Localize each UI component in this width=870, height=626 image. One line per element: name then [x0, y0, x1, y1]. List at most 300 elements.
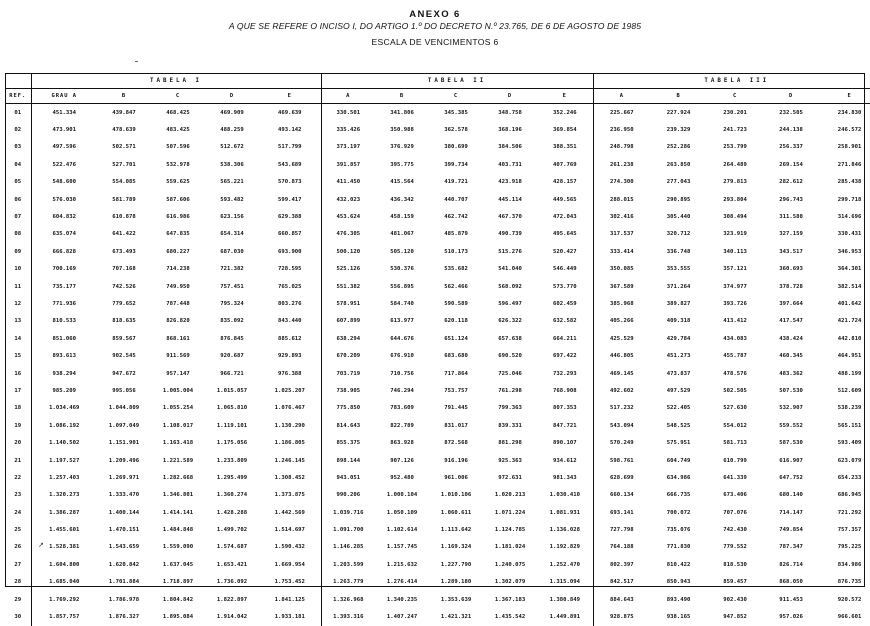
salary-cell: 735.076 [666, 527, 691, 534]
salary-cell: 1.414.141 [162, 509, 194, 516]
salary-cell: 525.126 [321, 261, 375, 278]
salary-cell: 451.273 [666, 353, 691, 360]
salary-cell: 423.918 [498, 179, 522, 186]
table-row [5, 382, 870, 399]
salary-cell: 807.353 [553, 405, 577, 412]
salary-cell: 690.520 [498, 353, 522, 360]
salary-cell: 241.723 [723, 127, 747, 134]
table-row [5, 434, 870, 451]
salary-cell: 1.653.421 [216, 561, 248, 568]
salary-cell: 638.294 [321, 330, 375, 347]
salary-cell: 707.076 [723, 509, 747, 516]
salary-cell: 1.169.324 [440, 544, 472, 551]
salary-cell: 881.298 [498, 440, 522, 447]
salary-cell: 842.517 [593, 574, 650, 591]
salary-cell: 1.065.810 [216, 405, 248, 412]
table-row [5, 574, 870, 591]
salary-cell: 350.988 [390, 127, 414, 134]
salary-cell: 660.857 [277, 231, 302, 238]
column-header: D [205, 89, 259, 104]
salary-cell: 1.386.287 [31, 504, 97, 521]
salary-cell: 232.505 [779, 109, 803, 116]
salary-cell: 419.721 [444, 179, 468, 186]
salary-cell: 607.899 [321, 313, 375, 330]
column-header: C [151, 89, 205, 104]
table-row [5, 556, 870, 573]
salary-cell: 517.232 [593, 400, 650, 417]
salary-cell: 530.376 [390, 266, 414, 273]
salary-cell: 593.409 [837, 440, 862, 447]
salary-cell: 735.177 [31, 278, 97, 295]
salary-cell: 532.978 [166, 161, 190, 168]
salary-cell: 1.227.790 [440, 561, 472, 568]
salary-cell: 1.181.024 [494, 544, 526, 551]
salary-cell: 623.156 [220, 214, 244, 221]
salary-cell: 1.010.106 [440, 492, 472, 499]
salary-cell: 1.470.151 [108, 527, 140, 534]
salary-cell: 1.240.075 [494, 561, 526, 568]
table-row [5, 313, 870, 330]
column-header: B [650, 89, 707, 104]
salary-cell: 749.950 [166, 283, 190, 290]
salary-cell: 1.786.978 [108, 596, 140, 603]
salary-cell: 847.721 [553, 422, 577, 429]
salary-cell: 1.373.875 [274, 492, 305, 499]
salary-cell: 1.407.247 [386, 614, 418, 621]
salary-cell: 876.735 [837, 579, 862, 586]
salary-cell: 981.343 [553, 474, 577, 481]
salary-cell: 693.141 [593, 504, 650, 521]
salary-cell: 907.126 [390, 457, 414, 464]
salary-cell: 693.900 [277, 248, 302, 255]
salary-cell: 1.442.569 [274, 509, 305, 516]
salary-cell: 573.770 [553, 283, 577, 290]
salary-cell: 548.600 [31, 174, 97, 191]
salary-cell: 1.559.090 [162, 544, 194, 551]
salary-cell: 771.936 [31, 295, 97, 312]
salary-cell: 227.924 [666, 109, 691, 116]
salary-cell: 610.878 [112, 214, 136, 221]
salary-cell: 559.625 [166, 179, 190, 186]
salary-cell: 1.097.049 [108, 422, 140, 429]
salary-cell: 757.451 [220, 283, 244, 290]
salary-cell: 925.363 [498, 457, 522, 464]
salary-cell: 483.425 [166, 127, 190, 134]
salary-cell: 742.430 [723, 527, 747, 534]
salary-cell: 783.609 [390, 405, 414, 412]
column-header: C [707, 89, 763, 104]
salary-cell: 225.667 [593, 104, 650, 122]
salary-cell: 831.017 [444, 422, 468, 429]
salary-cell: 1.736.092 [216, 579, 248, 586]
table-row [5, 174, 870, 191]
salary-cell: 680.227 [166, 248, 190, 255]
salary-cell: 634.986 [666, 474, 691, 481]
salary-cell: 535.682 [444, 266, 468, 273]
column-header: B [375, 89, 429, 104]
salary-cell: 1.151.901 [108, 440, 140, 447]
salary-cell: 493.142 [277, 127, 302, 134]
salary-cell: 492.602 [593, 382, 650, 399]
table-row [5, 539, 870, 556]
salary-cell: 1.119.101 [216, 422, 248, 429]
salary-cell: 826.820 [166, 318, 190, 325]
salary-cell: 765.025 [277, 283, 302, 290]
salary-cell: 972.631 [498, 474, 522, 481]
salary-cell: 1.246.145 [274, 457, 305, 464]
salary-cell: 787.448 [166, 300, 190, 307]
salary-cell: 314.696 [837, 214, 862, 221]
salary-cell: 1.005.004 [162, 387, 194, 394]
salary-cell: 1.574.687 [216, 544, 248, 551]
ref-cell: 18 [14, 405, 22, 412]
salary-cell: 1.620.842 [108, 561, 140, 568]
salary-cell: 285.438 [837, 179, 862, 186]
salary-cell: 510.173 [444, 248, 468, 255]
salary-cell: 481.067 [390, 231, 414, 238]
salary-cell: 460.345 [779, 353, 803, 360]
salary-cell: 350.085 [593, 261, 650, 278]
salary-cell: 478.576 [723, 370, 747, 377]
salary-cell: 362.578 [444, 127, 468, 134]
table-row [5, 191, 870, 208]
salary-cell: 620.118 [444, 318, 468, 325]
salary-cell: 352.246 [553, 109, 577, 116]
salary-cell: 1.091.700 [321, 521, 375, 538]
salary-cell: 761.298 [498, 387, 522, 394]
table-row [5, 226, 870, 243]
salary-cell: 520.427 [553, 248, 577, 255]
salary-table [5, 73, 870, 626]
salary-cell: 527.630 [723, 405, 747, 412]
salary-cell: 468.425 [166, 109, 190, 116]
salary-cell: 1.718.897 [162, 579, 194, 586]
salary-cell: 507.530 [779, 387, 803, 394]
salary-cell: 293.804 [723, 196, 747, 203]
salary-cell: 432.023 [321, 191, 375, 208]
salary-cell: 373.197 [321, 139, 375, 156]
salary-cell: 429.784 [666, 335, 691, 342]
table-row [5, 504, 870, 521]
salary-cell: 1.393.316 [321, 608, 375, 625]
salary-cell: 485.879 [444, 231, 468, 238]
salary-cell: 562.466 [444, 283, 468, 290]
salary-cell: 1.302.079 [494, 579, 526, 586]
salary-cell: 855.375 [321, 434, 375, 451]
salary-cell: 264.489 [723, 161, 747, 168]
salary-cell: 288.015 [593, 191, 650, 208]
salary-cell: 446.805 [593, 347, 650, 364]
salary-cell: 1.030.410 [549, 492, 580, 499]
salary-cell: 252.286 [666, 144, 691, 151]
salary-cell: 868.050 [779, 579, 803, 586]
column-header: A [321, 89, 375, 104]
salary-cell: 966.601 [837, 614, 862, 621]
salary-cell: 818.635 [112, 318, 136, 325]
salary-cell: 274.300 [593, 174, 650, 191]
salary-cell: 814.643 [321, 417, 375, 434]
salary-cell: 256.337 [779, 144, 803, 151]
ref-cell: 16 [14, 370, 22, 377]
salary-cell: 587.530 [779, 440, 803, 447]
salary-cell: 943.051 [321, 469, 375, 486]
salary-cell: 323.919 [723, 231, 747, 238]
salary-cell: 1.086.192 [31, 417, 97, 434]
column-header: C [429, 89, 483, 104]
salary-cell: 371.264 [666, 283, 691, 290]
salary-cell: 327.159 [779, 231, 803, 238]
salary-cell: 445.114 [498, 196, 522, 203]
salary-cell: 697.422 [553, 353, 577, 360]
salary-cell: 1.203.599 [321, 556, 375, 573]
ref-group-cell [5, 73, 31, 89]
salary-cell: 279.813 [723, 179, 747, 186]
salary-cell: 330.501 [321, 104, 375, 122]
ref-cell: 26 [14, 544, 22, 551]
salary-cell: 1.769.292 [31, 591, 97, 608]
salary-cell: 246.572 [837, 127, 862, 134]
salary-cell: 1.081.931 [549, 509, 580, 516]
salary-cell: 1.113.642 [440, 527, 472, 534]
salary-cell: 1.499.702 [216, 527, 248, 534]
salary-cell: 451.334 [31, 104, 97, 122]
salary-cell: 1.130.290 [274, 422, 305, 429]
salary-cell: 610.799 [723, 457, 747, 464]
salary-cell: 818.530 [723, 561, 747, 568]
salary-cell: 934.612 [553, 457, 577, 464]
salary-cell: 581.789 [112, 196, 136, 203]
salary-cell: 565.221 [220, 179, 244, 186]
salary-cell: 802.397 [593, 556, 650, 573]
salary-cell: 1.102.614 [386, 527, 418, 534]
salary-cell: 388.351 [553, 144, 577, 151]
column-header: D [483, 89, 537, 104]
column-header: E [537, 89, 593, 104]
ref-cell: 10 [14, 266, 22, 273]
salary-cell: 263.850 [666, 161, 691, 168]
salary-cell: 543.094 [593, 417, 650, 434]
annex-title: ANEXO 6 [409, 9, 461, 20]
salary-cell: 1.060.611 [440, 509, 472, 516]
salary-cell: 411.450 [321, 174, 375, 191]
ref-cell: 13 [14, 318, 22, 325]
salary-cell: 898.144 [321, 452, 375, 469]
salary-cell: 421.724 [837, 318, 862, 325]
salary-cell: 464.951 [837, 353, 862, 360]
salary-cell: 1.197.527 [31, 452, 97, 469]
salary-cell: 753.757 [444, 387, 468, 394]
table-row [5, 417, 870, 434]
group-label-tabela-1: TABELA I [31, 73, 321, 89]
salary-cell: 376.929 [390, 144, 414, 151]
salary-cell: 440.707 [444, 196, 468, 203]
salary-cell: 343.517 [779, 248, 803, 255]
salary-cell: 707.168 [112, 266, 136, 273]
salary-cell: 467.370 [498, 214, 522, 221]
salary-cell: 902.430 [723, 596, 747, 603]
salary-cell: 1.055.254 [162, 405, 194, 412]
salary-cell: 1.455.601 [31, 521, 97, 538]
salary-cell: 728.595 [277, 266, 302, 273]
salary-cell: 799.363 [498, 405, 522, 412]
salary-cell: 543.689 [277, 161, 302, 168]
salary-cell: 1.257.403 [31, 469, 97, 486]
salary-cell: 872.568 [444, 440, 468, 447]
salary-cell: 403.731 [498, 161, 522, 168]
salary-cell: 775.850 [321, 400, 375, 417]
salary-cell: 810.533 [31, 313, 97, 330]
salary-cell: 613.977 [390, 318, 414, 325]
table-row [5, 139, 870, 156]
salary-cell: 757.357 [837, 527, 862, 534]
salary-cell: 742.526 [112, 283, 136, 290]
salary-cell: 1.753.452 [274, 579, 305, 586]
salary-cell: 1.360.274 [216, 492, 248, 499]
ref-cell: 22 [14, 474, 22, 481]
salary-cell: 409.318 [666, 318, 691, 325]
salary-cell: 382.514 [837, 283, 862, 290]
salary-cell: 893.490 [666, 596, 691, 603]
salary-cell: 512.672 [220, 144, 244, 151]
salary-cell: 1.543.659 [108, 544, 140, 551]
salary-cell: 822.789 [390, 422, 414, 429]
salary-cell: 947.672 [112, 370, 136, 377]
salary-cell: 399.734 [444, 161, 468, 168]
salary-cell: 1.484.848 [162, 527, 194, 534]
salary-cell: 952.480 [390, 474, 414, 481]
salary-cell: 401.642 [837, 300, 862, 307]
salary-cell: 771.830 [666, 544, 691, 551]
salary-cell: 500.120 [321, 243, 375, 260]
salary-cell: 1.209.496 [108, 457, 140, 464]
salary-cell: 469.909 [220, 109, 244, 116]
salary-cell: 727.798 [593, 521, 650, 538]
salary-cell: 803.276 [277, 300, 302, 307]
salary-cell: 397.664 [779, 300, 803, 307]
salary-cell: 277.043 [666, 179, 691, 186]
salary-cell: 1.175.056 [216, 440, 248, 447]
salary-cell: 810.422 [666, 561, 691, 568]
salary-cell: 234.830 [837, 109, 862, 116]
salary-cell: 660.134 [593, 487, 650, 504]
salary-cell: 676.910 [390, 353, 414, 360]
salary-cell: 346.953 [837, 248, 862, 255]
ref-cell: 21 [14, 457, 22, 464]
salary-cell: 928.875 [593, 608, 650, 625]
salary-cell: 348.758 [498, 109, 522, 116]
salary-cell: 1.685.040 [31, 574, 97, 591]
salary-cell: 1.841.125 [274, 596, 305, 603]
ref-cell: 19 [14, 422, 22, 429]
salary-cell: 538.306 [220, 161, 244, 168]
salary-cell: 938.165 [666, 614, 691, 621]
salary-cell: 1.076.467 [274, 405, 305, 412]
salary-cell: 559.552 [779, 422, 803, 429]
salary-cell: 554.085 [112, 179, 136, 186]
salary-cell: 239.329 [666, 127, 691, 134]
salary-cell: 670.209 [321, 347, 375, 364]
salary-cell: 556.895 [390, 283, 414, 290]
salary-cell: 391.857 [321, 156, 375, 173]
salary-cell: 405.266 [593, 313, 650, 330]
salary-cell: 1.039.716 [321, 504, 375, 521]
ref-cell: 17 [14, 387, 22, 394]
salary-cell: 570.873 [277, 179, 302, 186]
salary-cell: 1.186.805 [274, 440, 305, 447]
ref-cell: 12 [14, 300, 22, 307]
salary-cell: 497.529 [666, 387, 691, 394]
decree-reference: A QUE SE REFERE O INCISO I, DO ARTIGO 1.º DO DECRETO N.º 23.765, DE 6 DE AGOSTO DE 1985 [228, 21, 642, 31]
salary-cell: 721.292 [837, 509, 862, 516]
salary-cell: 570.249 [593, 434, 650, 451]
salary-cell: 916.196 [444, 457, 468, 464]
salary-cell: 436.342 [390, 196, 414, 203]
salary-cell: 248.798 [593, 139, 650, 156]
salary-cell: 507.596 [166, 144, 190, 151]
salary-cell: 472.043 [553, 214, 577, 221]
ref-cell: 08 [14, 231, 22, 238]
salary-cell: 565.151 [837, 422, 862, 429]
salary-cell: 230.201 [723, 109, 747, 116]
salary-cell: 532.907 [779, 405, 803, 412]
salary-cell: 957.026 [779, 614, 803, 621]
group-label-tabela-3: TABELA III [593, 73, 870, 89]
salary-cell: 357.121 [723, 266, 747, 273]
salary-cell: 863.928 [390, 440, 414, 447]
ref-cell: 30 [14, 614, 22, 621]
salary-cell: 380.699 [444, 144, 468, 151]
salary-cell: 308.494 [723, 214, 747, 221]
salary-cell: 746.294 [390, 387, 414, 394]
salary-cell: 495.645 [553, 231, 577, 238]
salary-cell: 947.852 [723, 614, 747, 621]
salary-cell: 700.072 [666, 509, 691, 516]
ref-cell: 28 [14, 579, 22, 586]
salary-cell: 568.092 [498, 283, 522, 290]
salary-cell: 527.701 [112, 161, 136, 168]
salary-cell: 721.382 [220, 266, 244, 273]
salary-cell: 593.482 [220, 196, 244, 203]
salary-cell: 598.761 [593, 452, 650, 469]
salary-cell: 290.895 [666, 196, 691, 203]
salary-cell: 1.282.668 [162, 474, 194, 481]
table-row [5, 295, 870, 312]
ref-cell: 29 [14, 596, 22, 603]
salary-cell: 834.986 [837, 561, 862, 568]
table-row [5, 347, 870, 364]
salary-cell: 1.025.207 [274, 387, 305, 394]
salary-cell: 628.699 [593, 469, 650, 486]
salary-cell: 541.040 [498, 266, 522, 273]
salary-cell: 488.199 [837, 370, 862, 377]
salary-cell: 700.169 [31, 261, 97, 278]
salary-cell: 378.728 [779, 283, 803, 290]
salary-cell: 990.206 [321, 487, 375, 504]
salary-cell: 522.405 [666, 405, 691, 412]
ref-cell: 24 [14, 509, 22, 516]
salary-cell: 505.120 [390, 248, 414, 255]
salary-cell: 1.822.897 [216, 596, 248, 603]
salary-cell: 876.845 [220, 335, 244, 342]
salary-cell: 1.146.285 [321, 539, 375, 556]
salary-cell: 635.074 [31, 226, 97, 243]
salary-cell: 584.740 [390, 300, 414, 307]
salary-cell: 1.604.800 [31, 556, 97, 573]
salary-cell: 449.565 [553, 196, 577, 203]
salary-cell: 884.643 [593, 591, 650, 608]
salary-cell: 1.857.757 [31, 608, 97, 625]
salary-cell: 929.893 [277, 353, 302, 360]
